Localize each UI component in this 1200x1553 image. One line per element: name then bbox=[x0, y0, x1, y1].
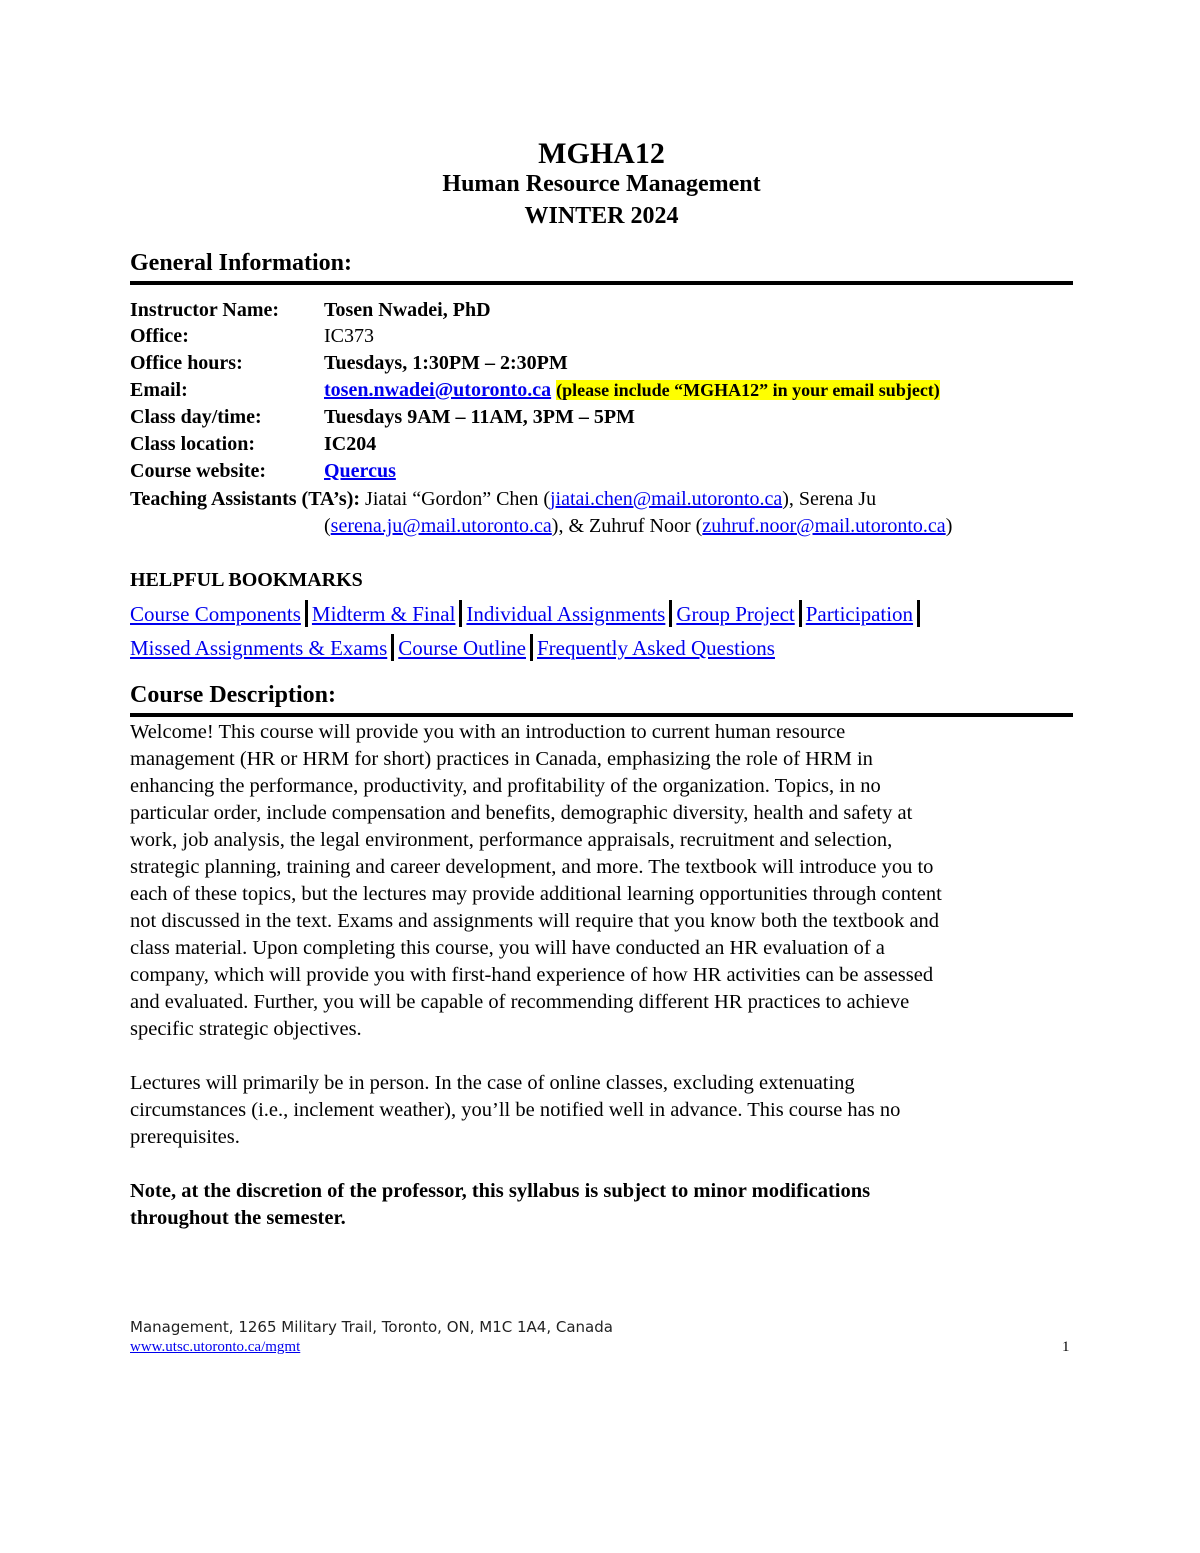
course-term: WINTER 2024 bbox=[524, 203, 679, 229]
bookmark-midterm-final[interactable]: Midterm & Final bbox=[311, 602, 456, 626]
ta-2-email-link[interactable]: serena.ju@mail.utoronto.ca bbox=[330, 515, 552, 537]
instructor-label: Instructor Name: bbox=[130, 299, 280, 321]
description-line: enhancing the performance, productivity, and profitability of the organization. Topics, in no bbox=[130, 775, 881, 797]
email-subject-note: (please include “MGHA12” in your email subject) bbox=[556, 380, 940, 400]
description-line: strategic planning, training and career development, and more. The textbook will introduce you to bbox=[130, 856, 934, 878]
description-line: each of these topics, but the lectures may provide additional learning opportunities through content bbox=[130, 883, 942, 905]
course-website-label: Course website: bbox=[130, 460, 267, 482]
description-line: Welcome! This course will provide you with an introduction to current human resource bbox=[130, 721, 846, 743]
description-line: not discussed in the text. Exams and assignments will require that you know both the textbook and bbox=[130, 910, 940, 932]
bookmarks-heading: HELPFUL BOOKMARKS bbox=[130, 569, 363, 591]
ta-3-end: ) bbox=[945, 515, 953, 537]
class-time-value: Tuesdays 9AM – 11AM, 3PM – 5PM bbox=[324, 406, 635, 428]
bookmark-group-project[interactable]: Group Project bbox=[676, 602, 795, 626]
bookmark-separator bbox=[917, 600, 920, 627]
bookmarks-row-1 bbox=[130, 600, 924, 627]
office-value: IC373 bbox=[324, 325, 374, 347]
syllabus-note bbox=[130, 1178, 1073, 1232]
description-line: particular order, include compensation and benefits, demographic diversity, health and safety at bbox=[130, 802, 913, 824]
ta-1-end: ), Serena Ju bbox=[782, 488, 877, 510]
ta-row-2 bbox=[324, 515, 952, 541]
lectures-line: Lectures will primarily be in person. In the case of online classes, excluding extenuating bbox=[130, 1072, 855, 1094]
ta-row bbox=[130, 488, 876, 514]
section-divider bbox=[130, 713, 1073, 717]
lectures-line: circumstances (i.e., inclement weather), you’ll be notified well in advance. This course has no bbox=[130, 1099, 901, 1121]
bookmark-separator bbox=[530, 634, 533, 661]
instructor-email-link[interactable]: tosen.nwadei@utoronto.ca bbox=[324, 379, 552, 401]
description-line: specific strategic objectives. bbox=[130, 1018, 362, 1040]
description-line: work, job analysis, the legal environment, performance appraisals, recruitment and selection, bbox=[130, 829, 893, 851]
bookmark-separator bbox=[799, 600, 802, 627]
bookmark-separator bbox=[305, 600, 308, 627]
office-label: Office: bbox=[130, 325, 189, 347]
bookmark-course-outline[interactable]: Course Outline bbox=[398, 636, 526, 660]
footer-address: Management, 1265 Military Trail, Toronto, ON, M1C 1A4, Canada bbox=[130, 1318, 613, 1336]
bookmark-separator bbox=[459, 600, 462, 627]
description-line: and evaluated. Further, you will be capable of recommending different HR practices to achieve bbox=[130, 991, 910, 1013]
class-location-label: Class location: bbox=[130, 433, 255, 455]
lectures-paragraph bbox=[130, 1070, 1073, 1151]
email-label: Email: bbox=[130, 379, 188, 401]
bookmark-course-components[interactable]: Course Components bbox=[130, 602, 301, 626]
section-divider bbox=[130, 281, 1073, 285]
course-description-heading: Course Description: bbox=[130, 682, 336, 708]
note-line: Note, at the discretion of the professor, this syllabus is subject to minor modifications bbox=[130, 1180, 871, 1202]
bookmarks-row-2 bbox=[130, 634, 775, 661]
ta-1-email-link[interactable]: jiatai.chen@mail.utoronto.ca bbox=[549, 488, 783, 510]
bookmark-missed-assignments[interactable]: Missed Assignments & Exams bbox=[130, 636, 388, 660]
ta-3-email-link[interactable]: zuhruf.noor@mail.utoronto.ca bbox=[702, 515, 946, 537]
bookmark-individual-assignments[interactable]: Individual Assignments bbox=[466, 602, 666, 626]
footer-website-link[interactable]: www.utsc.utoronto.ca/mgmt bbox=[130, 1339, 301, 1355]
ta-1-name: Jiatai “Gordon” Chen ( bbox=[360, 488, 550, 510]
class-location-value: IC204 bbox=[324, 433, 377, 455]
lectures-line: prerequisites. bbox=[130, 1126, 240, 1148]
instructor-value: Tosen Nwadei, PhD bbox=[324, 299, 491, 321]
class-time-label: Class day/time: bbox=[130, 406, 262, 428]
office-hours-value: Tuesdays, 1:30PM – 2:30PM bbox=[324, 352, 568, 374]
description-line: company, which will provide you with first-hand experience of how HR activities can be assessed bbox=[130, 964, 934, 986]
description-paragraph bbox=[130, 719, 1073, 1043]
ta-label: Teaching Assistants (TA’s): bbox=[130, 488, 361, 510]
course-name: Human Resource Management bbox=[442, 171, 761, 197]
general-info-heading: General Information: bbox=[130, 250, 352, 276]
description-line: class material. Upon completing this course, you will have conducted an HR evaluation of a bbox=[130, 937, 885, 959]
bookmark-separator bbox=[391, 634, 394, 661]
ta-2-end: ), & Zuhruf Noor ( bbox=[551, 515, 703, 537]
office-hours-label: Office hours: bbox=[130, 352, 243, 374]
description-line: management (HR or HRM for short) practices in Canada, emphasizing the role of HRM in bbox=[130, 748, 873, 770]
quercus-link[interactable]: Quercus bbox=[324, 460, 396, 482]
bookmark-separator bbox=[669, 600, 672, 627]
page-number: 1 bbox=[1062, 1339, 1070, 1355]
ta-2-open: ( bbox=[324, 515, 331, 537]
course-code: MGHA12 bbox=[538, 137, 665, 170]
bookmark-faq[interactable]: Frequently Asked Questions bbox=[537, 636, 775, 660]
note-line: throughout the semester. bbox=[130, 1207, 346, 1229]
bookmark-participation[interactable]: Participation bbox=[805, 602, 914, 626]
